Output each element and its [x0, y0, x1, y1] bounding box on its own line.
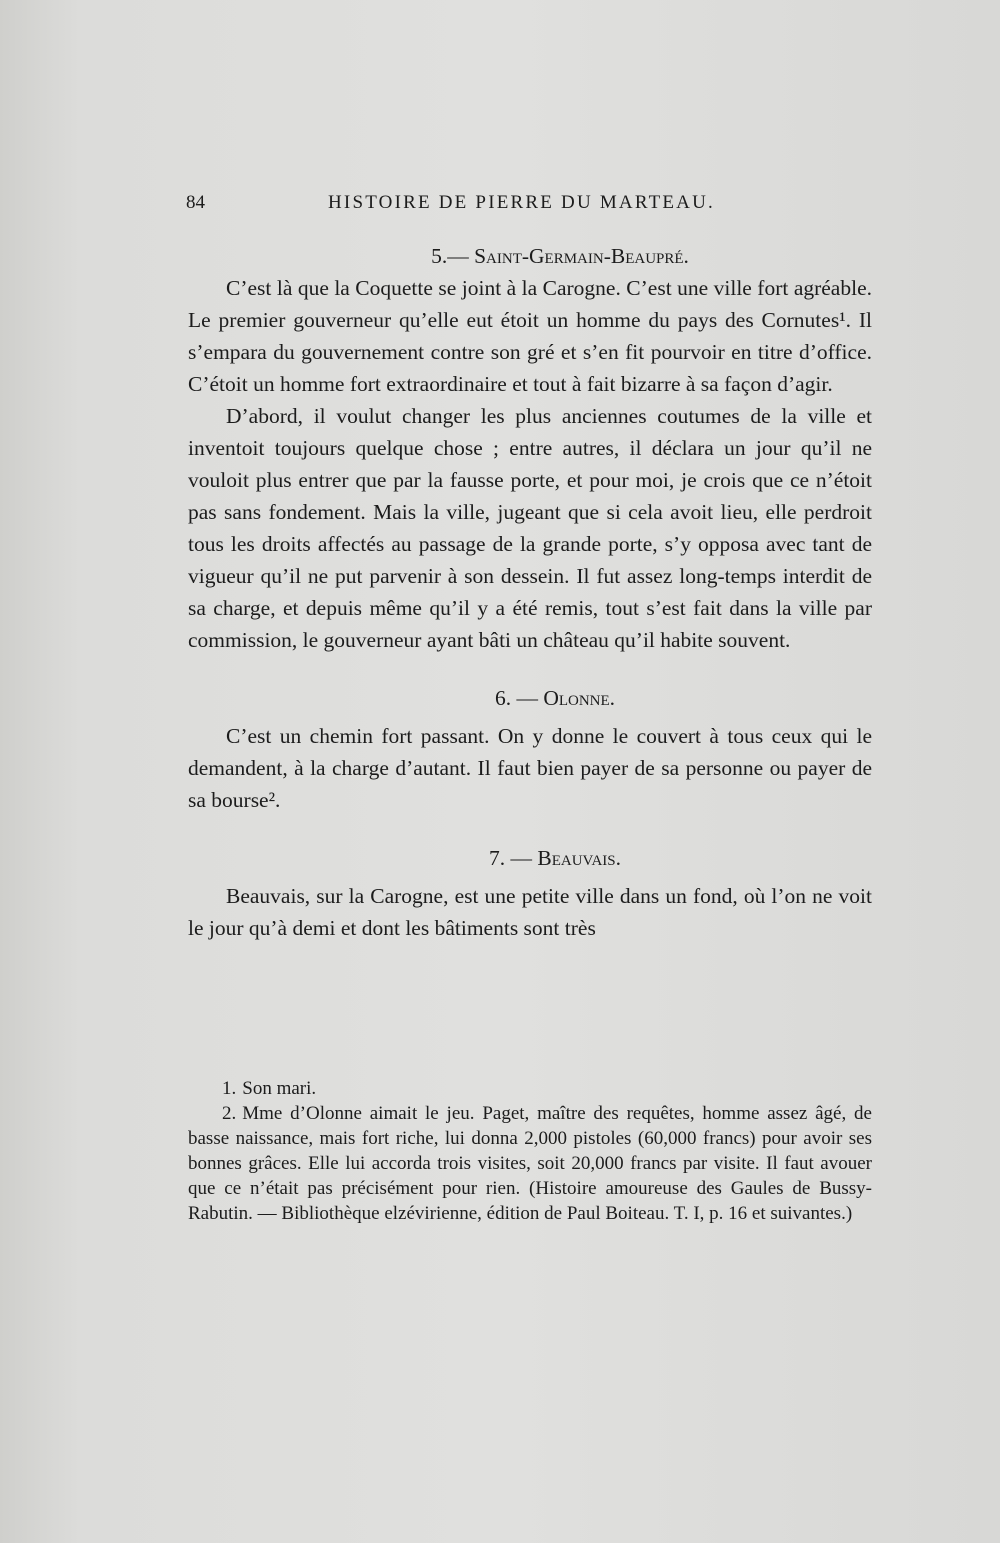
page-number: 84 [186, 192, 205, 213]
footnote-text: Mme d’Olonne aimait le jeu. Paget, maître des requêtes, homme assez âgé, de basse naissance, mais fort riche, lui donna 2,000 pistoles (60,000 francs) pour avoir ses bonnes grâces. Elle lui accorda trois visites, soit 20,000 francs par visite. Il faut avouer que ce n’était pas précisément pour rien. (Histoire amoureuse des Gaules de Bussy-Rabutin. — Bibliothèque elzévirienne, édition de Paul Boiteau. T. I, p. 16 et suivantes.) [188, 1103, 872, 1224]
section-heading-olonne: 6. — Olonne. [494, 686, 616, 710]
footnote-mark: 1. [222, 1078, 237, 1099]
main-text [188, 240, 872, 944]
paragraph: Beauvais, sur la Carogne, est une petite ville dans un fond, où l’on ne voit le jour qu’à demi et dont les bâtiments sont très [188, 884, 872, 940]
running-title: HISTOIRE DE PIERRE DU MARTEAU. [328, 192, 715, 213]
paragraph: C’est là que la Coquette se joint à la Carogne. C’est une ville fort agréable. Le premier gouverneur qu’elle eut étoit un homme du pays des Cornutes¹. Il s’empara du gouvernement contre son gré et s’en fit pourvoir en titre d’office. C’étoit un homme fort extraordinaire et tout à fait bizarre à sa façon d’agir. [188, 276, 872, 396]
paragraph: C’est un chemin fort passant. On y donne le couvert à tous ceux qui le demandent, à la charge d’autant. Il faut bien payer de sa personne ou payer de sa bourse². [188, 724, 872, 812]
section-heading-beauvais: 7. — Beauvais. [489, 846, 621, 870]
footnote-mark: 2. [222, 1103, 237, 1124]
running-head [186, 192, 866, 222]
footnote-1 [188, 1076, 872, 1101]
footnote-text: Son mari. [242, 1078, 317, 1099]
paragraph: D’abord, il voulut changer les plus anciennes coutumes de la ville et inventoit toujours quelque chose ; entre autres, il déclara un jour qu’il ne vouloit plus entrer que par la fausse porte, et pour moi, je crois que ce n’étoit pas sans fondement. Mais la ville, jugeant que si cela avoit lieu, elle perdroit tous les droits affectés au passage de la grande porte, s’y opposa avec tant de vigueur qu’il ne put parvenir à son dessein. Il fut assez long-temps interdit de sa charge, et depuis même qu’il y a été remis, tout s’est fait dans la ville par commission, le gouverneur ayant bâti un château qu’il habite souvent. [188, 404, 872, 652]
footnotes [188, 1076, 872, 1226]
footnote-2 [188, 1101, 872, 1226]
section-heading-saint-germain: 5.— Saint-Germain-Beaupré. [431, 244, 689, 268]
